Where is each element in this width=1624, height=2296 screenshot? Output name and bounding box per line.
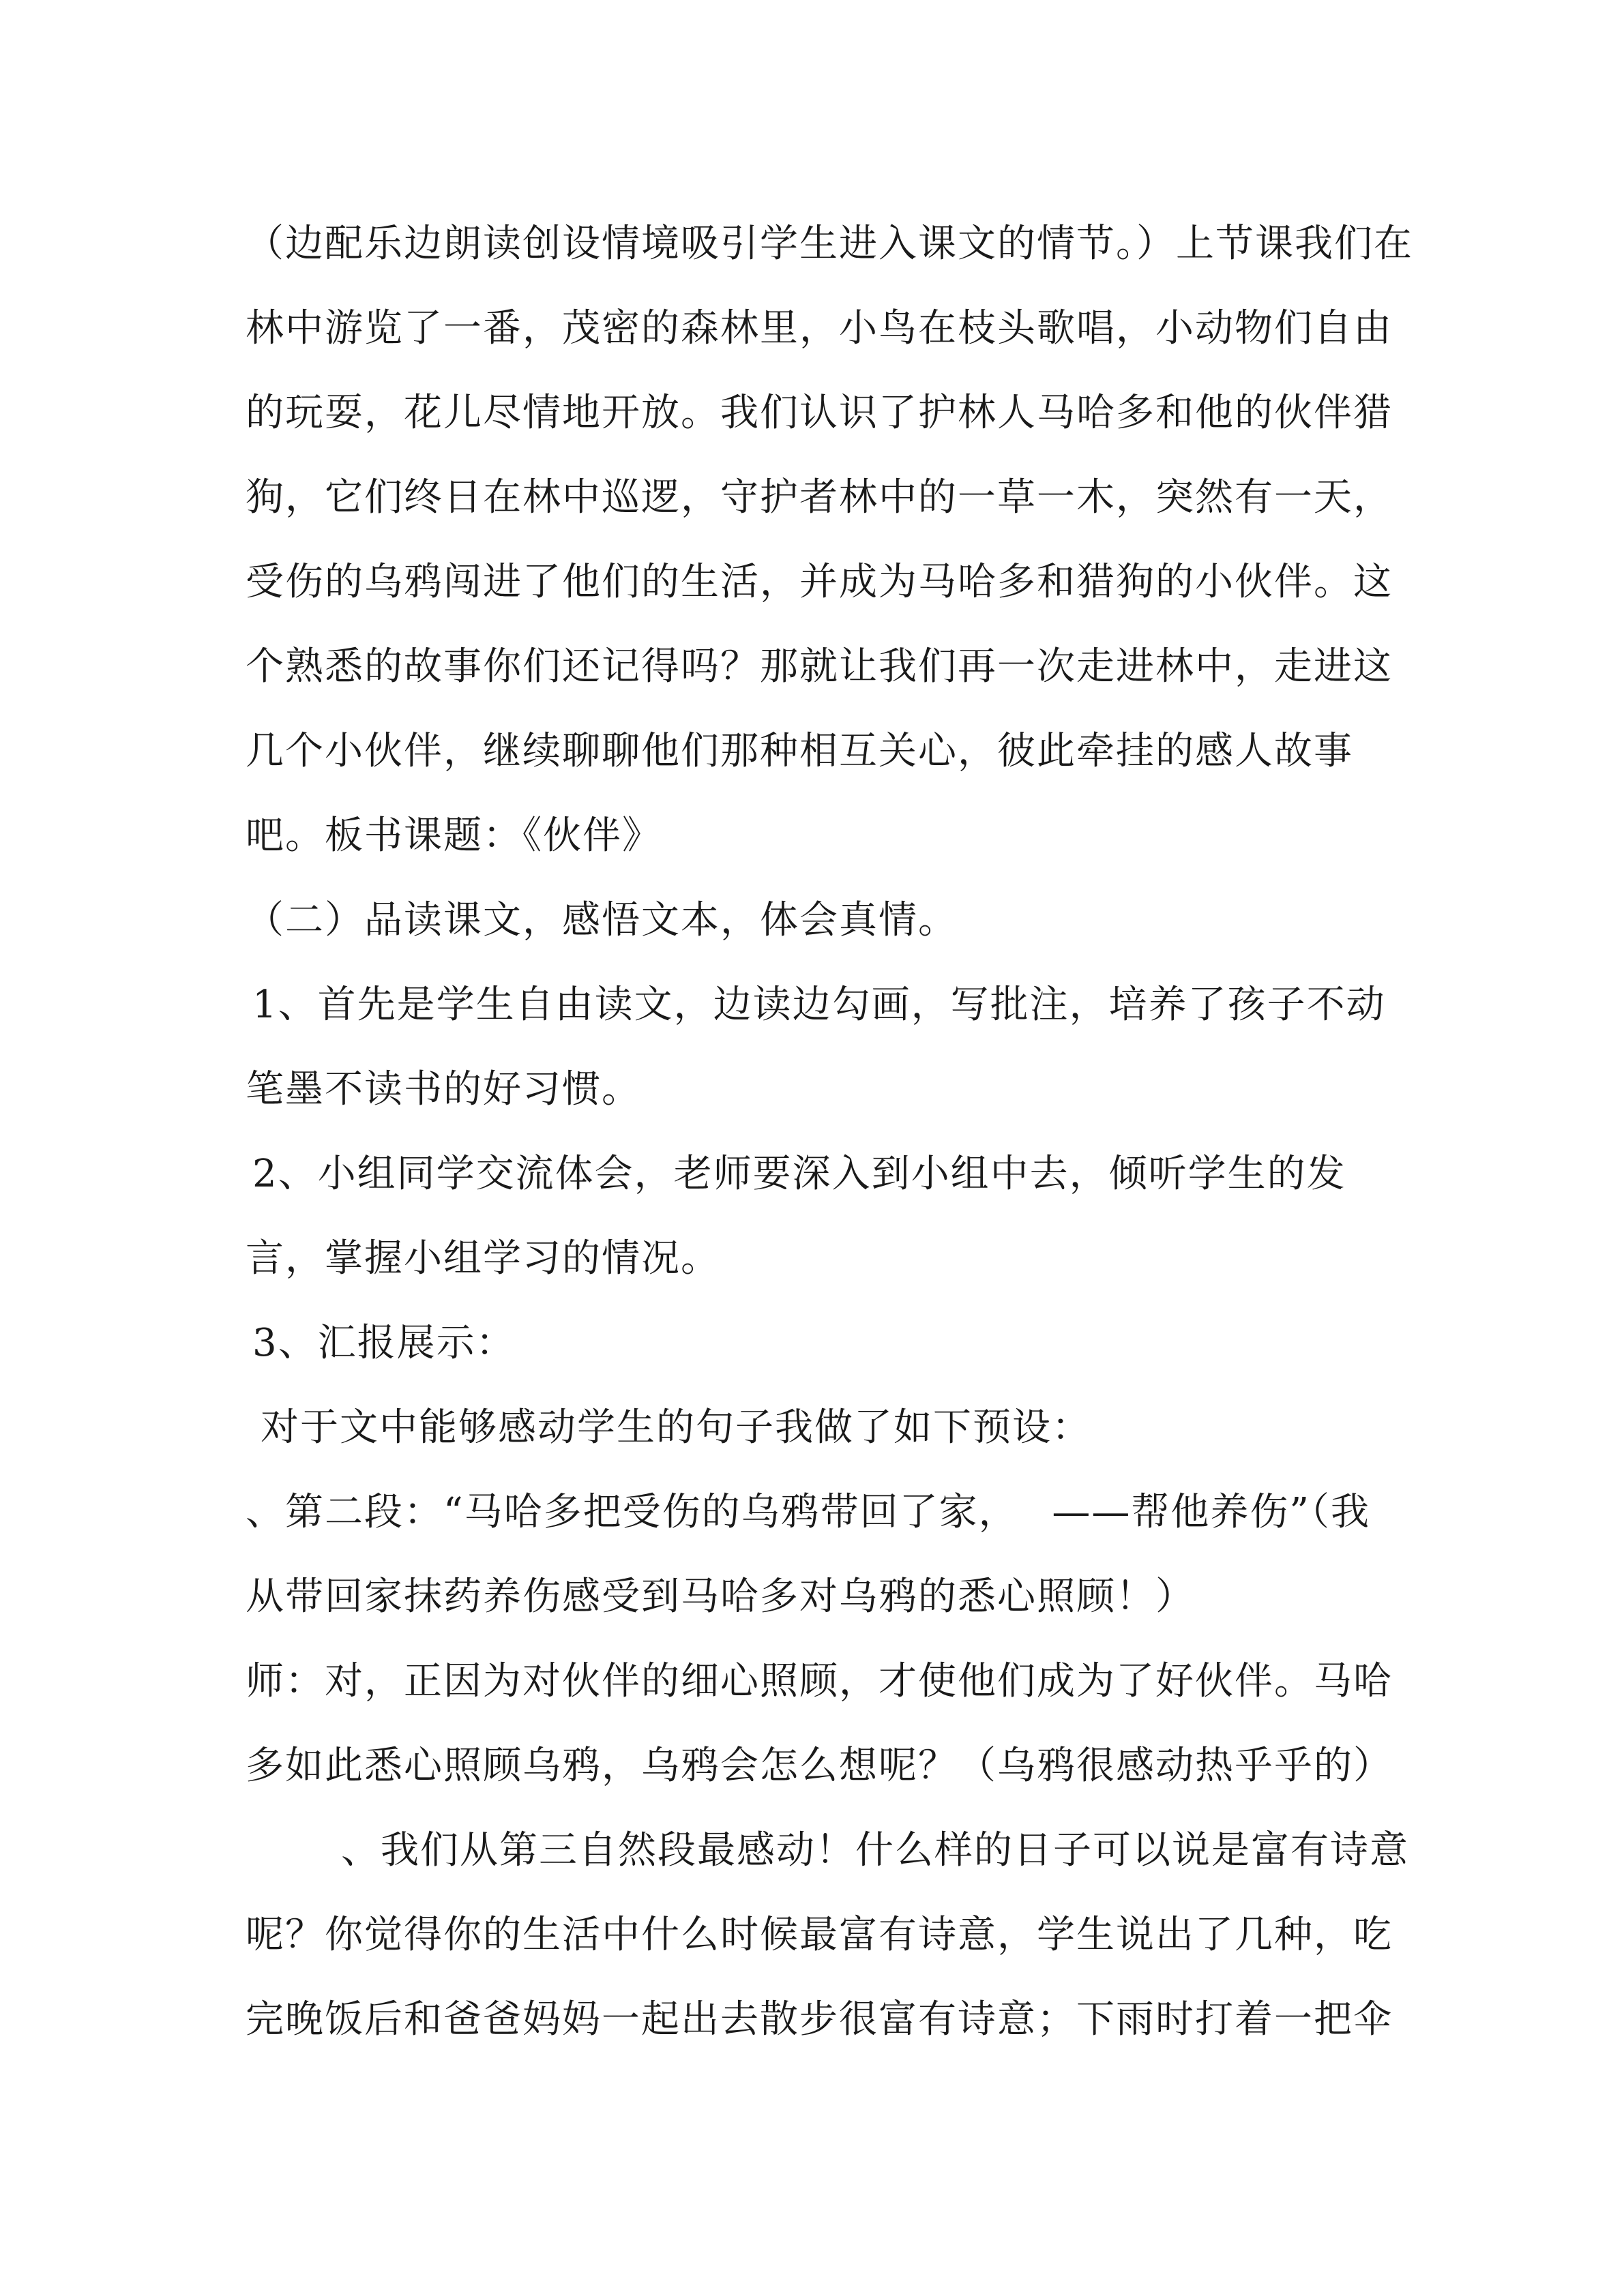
text-line: 完晚饭后和爸爸妈妈一起出去散步很富有诗意；下雨时打着一把伞 xyxy=(246,1997,1393,2042)
text-line: 、第二段：“马哈多把受伤的乌鸦带回了家， ——帮他养伤”（我 xyxy=(246,1490,1371,1534)
list-item: 2、小组同学交流体会，老师要深入到小组中去，倾听学生的发 xyxy=(252,1152,1346,1196)
text-line: 狗，它们终日在林中巡逻，守护者林中的一草一木，突然有一天， xyxy=(246,475,1393,520)
text-line: 几个小伙伴，继续聊聊他们那种相互关心，彼此牵挂的感人故事 xyxy=(246,729,1353,773)
list-item: 3、汇报展示： xyxy=(252,1321,516,1365)
text-line: （边配乐边朗读创设情境吸引学生进入课文的情节。）上节课我们在 xyxy=(246,222,1413,266)
text-line: 呢？你觉得你的生活中什么时候最富有诗意，学生说出了几种，吃 xyxy=(246,1913,1393,1957)
text-line: 受伤的乌鸦闯进了他们的生活，并成为马哈多和猎狗的小伙伴。这 xyxy=(246,560,1393,604)
text-line: 个熟悉的故事你们还记得吗？那就让我们再一次走进林中，走进这 xyxy=(246,644,1393,689)
text-line: 林中游览了一番，茂密的森林里，小鸟在枝头歌唱，小动物们自由 xyxy=(246,306,1393,351)
section-heading: （二）品读课文，感悟文本，体会真情。 xyxy=(246,898,958,942)
body-text xyxy=(246,202,1413,2062)
text-line: 师：对，正因为对伙伴的细心照顾，才使他们成为了好伙伴。马哈 xyxy=(246,1659,1393,1703)
text-line: 言，掌握小组学习的情况。 xyxy=(246,1236,720,1281)
text-line: 从带回家抹药养伤感受到马哈多对乌鸦的悉心照顾！） xyxy=(246,1575,1195,1619)
list-item: 1、首先是学生自由读文，边读边勾画，写批注，培养了孩子不动 xyxy=(252,983,1386,1027)
text-line: 多如此悉心照顾乌鸦，乌鸦会怎么想呢？（乌鸦很感动热乎乎的） xyxy=(246,1744,1393,1788)
text-line: 对于文中能够感动学生的句子我做了如下预设： xyxy=(261,1405,1091,1450)
text-line: 吧。板书课题：《伙伴》 xyxy=(246,814,662,858)
text-line: 、我们从第三自然段最感动！什么样的日子可以说是富有诗意 xyxy=(341,1828,1409,1873)
text-line: 笔墨不读书的好习惯。 xyxy=(246,1067,641,1112)
text-line: 的玩耍，花儿尽情地开放。我们认识了护林人马哈多和他的伙伴猎 xyxy=(246,391,1393,435)
